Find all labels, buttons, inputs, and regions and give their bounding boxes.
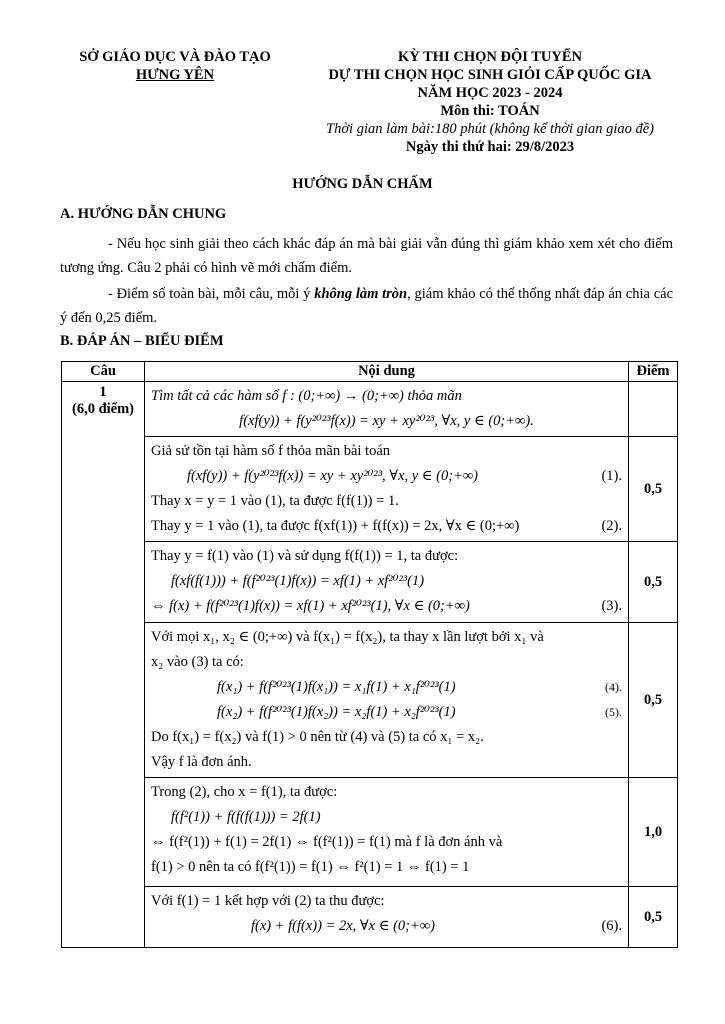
step3-line4: f(x₂) + f(f²⁰²³(1)f(x₂)) = x₂f(1) + x₂f²⁰²³(1) (5).: [217, 704, 622, 720]
issuer-province: HƯNG YÊN: [135, 67, 215, 83]
exam-name: KỲ THI CHỌN ĐỘI TUYỂN: [398, 49, 582, 65]
question-row: [62, 382, 678, 437]
table-header-row: [62, 362, 678, 382]
question-statement-cell: [145, 382, 629, 437]
exam-info-block: [290, 48, 690, 156]
section-b-heading: B. ĐÁP ÁN – BIỂU ĐIỂM: [60, 333, 224, 349]
step3-line3: f(x₁) + f(f²⁰²³(1)f(x₁)) = x₁f(1) + x₁f²⁰²³(1) (4).: [217, 679, 622, 695]
step4-line4: f(1) > 0 nên ta có f(f²(1)) = f(1) ⇔ f²(1) = 1 ⇔ f(1) = 1: [151, 859, 470, 875]
step-score: 1,0: [629, 778, 678, 887]
step1-line1: Giả sử tồn tại hàm số f thỏa mãn bài toán: [151, 443, 391, 459]
step-score: 0,5: [629, 623, 678, 778]
section-a-heading: A. HƯỚNG DẪN CHUNG: [60, 206, 227, 222]
step-content: [145, 623, 629, 778]
step1-line2: f(xf(y)) + f(y²⁰²³f(x)) = xy + xy²⁰²³, ∀x, y ∈ (0;+∞) (1).: [187, 468, 622, 484]
step2-line1: Thay y = f(1) vào (1) và sử dụng f(f(1)) = 1, ta được:: [151, 548, 459, 564]
step-score: 0,5: [629, 887, 678, 948]
step4-line1: Trong (2), cho x = f(1), ta được:: [151, 784, 338, 800]
step3-line5: Do f(x₁) = f(x₂) và f(1) > 0 nên từ (4) và (5) ta có x₁ = x₂.: [151, 729, 484, 745]
solution-step-4: [62, 778, 678, 887]
question-number-cell: [62, 382, 145, 948]
step-content: [145, 542, 629, 623]
issuer-block: [60, 48, 290, 84]
question-number: 1: [99, 384, 107, 400]
step3-line1: Với mọi x₁, x₂ ∈ (0;+∞) và f(x₁) = f(x₂), ta thay x lần lượt bởi x₁ và: [151, 629, 544, 645]
time-limit: Thời gian làm bài:180 phút (không kể thời gian giao đề): [326, 121, 654, 137]
step1-line4: Thay y = 1 vào (1), ta được f(xf(1)) + f(f(x)) = 2x, ∀x ∈ (0;+∞) (2).: [151, 518, 622, 534]
step1-line3: Thay x = y = 1 vào (1), ta được f(f(1)) = 1.: [151, 493, 399, 509]
exam-purpose: DỰ THI CHỌN HỌC SINH GIỎI CẤP QUỐC GIA: [328, 67, 652, 83]
step4-line2: f(f²(1)) + f(f(f(1))) = 2f(1): [171, 809, 321, 825]
column-header-cau: Câu: [62, 362, 145, 382]
question-statement: Tìm tất cả các hàm số f : (0;+∞) → (0;+∞) thỏa mãn: [151, 388, 462, 404]
question-score-cell: [629, 382, 678, 437]
step2-line2: f(xf(f(1))) + f(f²⁰²³(1)f(x)) = xf(1) + xf²⁰²³(1): [171, 573, 425, 589]
column-header-diem: Điểm: [629, 362, 678, 382]
solution-step-3: [62, 623, 678, 778]
step3-line6: Vậy f là đơn ánh.: [151, 754, 252, 770]
step-score: 0,5: [629, 542, 678, 623]
solution-step-2: [62, 542, 678, 623]
step-content: [145, 887, 629, 948]
school-year: NĂM HỌC 2023 - 2024: [417, 85, 563, 101]
general-guideline-2: - Điểm số toàn bài, mỗi câu, mỗi ý không làm tròn, giám khảo có thể thống nhất đáp án chia các ý đến 0,25 điểm.: [60, 286, 674, 326]
step-content: [145, 437, 629, 542]
column-header-noidung: Nội dung: [145, 362, 629, 382]
step5-line1: Với f(1) = 1 kết hợp với (2) ta thu được:: [151, 893, 385, 909]
step5-line2: f(x) + f(f(x)) = 2x, ∀x ∈ (0;+∞) (6).: [251, 918, 622, 934]
question-points: (6,0 điểm): [71, 401, 134, 417]
solution-step-5: [62, 887, 678, 948]
step2-line3: ⇔ f(x) + f(f²⁰²³(1)f(x)) = xf(1) + xf²⁰²³(1), ∀x ∈ (0;+∞) (3).: [151, 598, 622, 614]
question-equation: f(xf(y)) + f(y²⁰²³f(x)) = xy + xy²⁰²³, ∀x, y ∈ (0;+∞).: [239, 413, 534, 429]
issuer-department: SỞ GIÁO DỤC VÀ ĐÀO TẠO: [79, 49, 271, 65]
step-score: 0,5: [629, 437, 678, 542]
step3-line2: x₂ vào (3) ta có:: [151, 654, 244, 670]
subject: Môn thi: TOÁN: [440, 103, 540, 119]
step4-line3: ⇔ f(f²(1)) + f(1) = 2f(1) ⇔ f(f²(1)) = f(1) mà f là đơn ánh và: [151, 834, 503, 850]
grading-table: [61, 361, 678, 948]
step-content: [145, 778, 629, 887]
exam-date: Ngày thi thứ hai: 29/8/2023: [405, 139, 575, 155]
page-title: HƯỚNG DẪN CHẤM: [292, 176, 433, 192]
general-guideline-1: - Nếu học sinh giải theo cách khác đáp án mà bài giải vẫn đúng thì giám khảo xem xét cho điểm tương ứng. Câu 2 phải có hình vẽ mới chấm điểm.: [60, 236, 673, 276]
solution-step-1: [62, 437, 678, 542]
